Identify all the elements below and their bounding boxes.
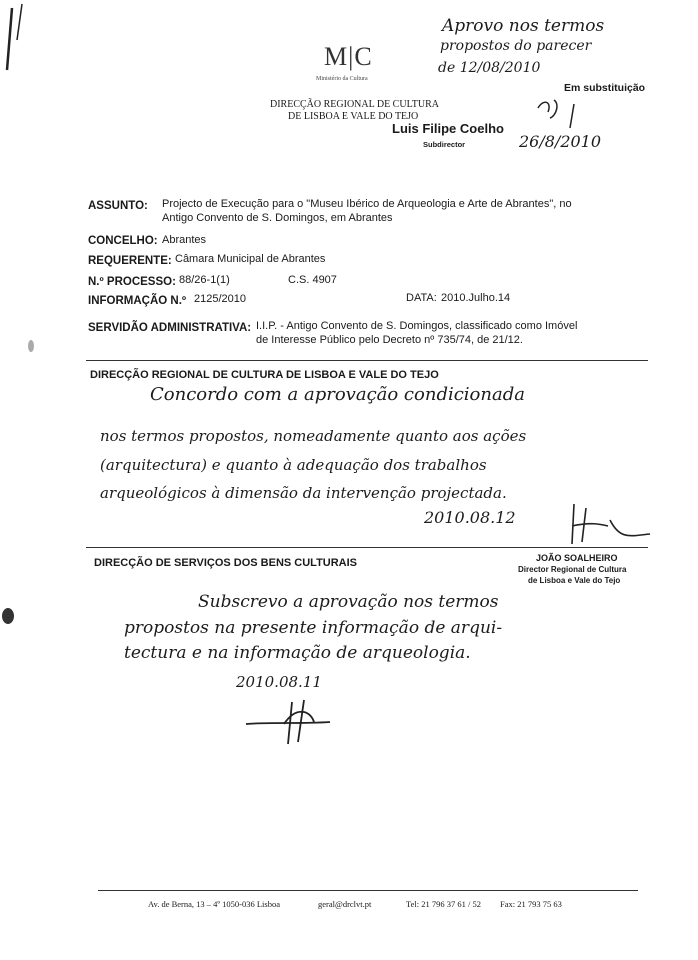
assunto-label: ASSUNTO:	[88, 200, 148, 212]
ministry-logo-subtitle: Ministério da Cultura	[316, 76, 368, 82]
data-value: 2010.Julho.14	[441, 292, 511, 304]
servidao-label: SERVIDÃO ADMINISTRATIVA:	[88, 322, 252, 334]
assunto-value-line2: Antigo Convento de S. Domingos, em Abrantes	[162, 212, 393, 224]
handwritten-approval-line3: de 12/08/2010	[438, 60, 541, 76]
regional-opinion-date: 2010.08.12	[424, 508, 516, 527]
section-regional-title: DIRECÇÃO REGIONAL DE CULTURA DE LISBOA E VALE DO TEJO	[90, 369, 439, 381]
footer-address: Av. de Berna, 13 – 4º 1050-036 Lisboa	[148, 899, 280, 909]
footer-tel: Tel: 21 796 37 61 / 52	[406, 899, 481, 909]
requerente-label: REQUERENTE:	[88, 255, 172, 267]
assunto-value-line1: Projecto de Execução para o "Museu Ibérico de Arqueologia e Arte de Abrantes", no	[162, 198, 572, 210]
regional-opinion-line4: arqueológicos à dimensão da intervenção projectada.	[100, 484, 507, 502]
processo-label: N.º PROCESSO:	[88, 276, 176, 288]
section-services-title: DIRECÇÃO DE SERVIÇOS DOS BENS CULTURAIS	[94, 557, 358, 569]
services-opinion-line2: propostos na presente informação de arqui-	[124, 618, 503, 638]
regional-opinion-line1: Concordo com a aprovação condicionada	[150, 384, 525, 405]
regional-opinion-line3: (arquitectura) e quanto à adequação dos trabalhos	[100, 456, 487, 474]
approval-signature	[530, 94, 600, 134]
services-opinion-line1: Subscrevo a aprovação nos termos	[198, 592, 499, 612]
scan-speck	[28, 340, 34, 352]
concelho-label: CONCELHO:	[88, 235, 158, 247]
regional-opinion-line2: nos termos propostos, nomeadamente quanto aos ações	[100, 427, 527, 445]
services-signature	[240, 694, 340, 754]
org-name-line1: DIRECÇÃO REGIONAL DE CULTURA	[270, 99, 439, 110]
requerente-value: Câmara Municipal de Abrantes	[175, 253, 326, 265]
regional-signature	[560, 500, 660, 550]
data-label: DATA:	[406, 292, 437, 304]
services-opinion-date: 2010.08.11	[236, 673, 322, 691]
handwritten-approval-line2: propostos do parecer	[440, 38, 592, 54]
signatory-title: Subdirector	[423, 140, 466, 149]
services-opinion-line3: tectura e na informação de arqueologia.	[124, 643, 471, 663]
informacao-label: INFORMAÇÃO N.º	[88, 295, 187, 307]
director-name: JOÃO SOALHEIRO	[536, 553, 618, 563]
director-title-line2: de Lisboa e Vale do Tejo	[528, 576, 621, 585]
section-divider-middle	[86, 547, 648, 548]
footer-email: geral@drclvt.pt	[318, 899, 372, 909]
footer-fax: Fax: 21 793 75 63	[500, 899, 562, 909]
signatory-name: Luis Filipe Coelho	[392, 121, 504, 136]
section-divider-top	[86, 360, 648, 361]
ministry-logo: M|C	[324, 42, 373, 71]
concelho-value: Abrantes	[162, 234, 207, 246]
processo-value: 88/26-1(1)	[179, 274, 230, 286]
servidao-value-line2: de Interesse Público pelo Decreto nº 735/74, de 21/12.	[256, 334, 523, 346]
hole-punch-mark	[2, 608, 14, 624]
servidao-value-line1: I.I.P. - Antigo Convento de S. Domingos, classificado como Imóvel	[256, 320, 578, 332]
director-title-line1: Director Regional de Cultura	[518, 565, 627, 574]
handwritten-approval-date: 26/8/2010	[519, 132, 602, 151]
footer-divider	[98, 890, 638, 891]
handwritten-approval-line1: Aprovo nos termos	[442, 16, 605, 36]
scan-edge-marks	[0, 0, 30, 90]
cs-value: C.S. 4907	[288, 274, 337, 286]
informacao-value: 2125/2010	[194, 293, 246, 305]
substitution-stamp: Em substituição	[564, 82, 646, 94]
org-name-line2: DE LISBOA E VALE DO TEJO	[288, 111, 419, 122]
